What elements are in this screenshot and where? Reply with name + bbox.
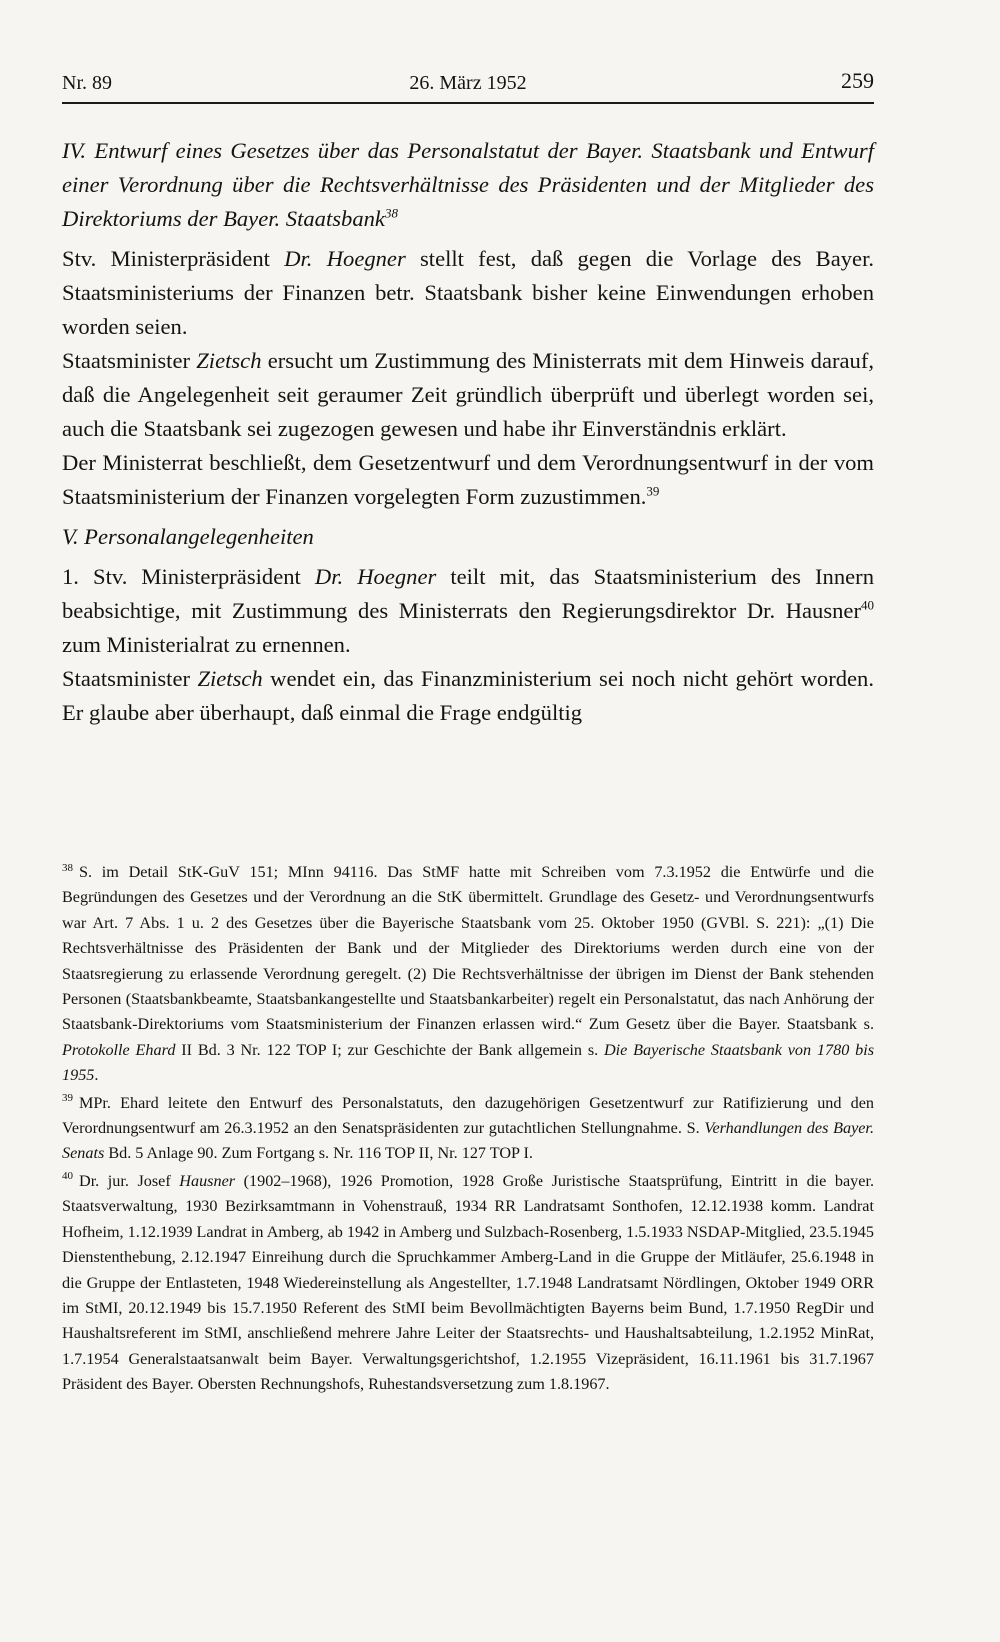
- main-text: [62, 134, 874, 730]
- footnote-ref-39: 39: [646, 483, 660, 499]
- footnote-40: $^{40}$ Dr. jur. Josef Hausner (1902–1968), 1926 Promotion, 1928 Große Juristische Staatsprüfung, Eintritt in die bayer. Staatsverwaltung, 1930 Bezirksamtmann in Vohenstrauß, 1934 RR Landratsamt Sonthofen, 12.12.1938 komm. Landrat Hofheim, 1.12.1939 Landrat in Amberg, ab 1942 in Amberg und Sulzbach-Rosenberg, 1.5.1933 NSDAP-Mitglied, 23.5.1945 Dienstenthebung, 2.12.1947 Einreihung durch die Spruchkammer Amberg-Land in die Gruppe der Mitläufer, 25.6.1948 in die Gruppe der Entlasteten, 1948 Wiedereinstellung als Angestellter, 1.7.1948 Landratsamt Nördlingen, Oktober 1949 ORR im StMI, 20.12.1949 bis 15.7.1950 Referent des StMI beim Bevollmächtigten Bayerns beim Bund, 1.7.1950 RegDir und Haushaltsreferent im StMI, anschließend mehrere Jahre Leiter der Staatsrechts- und Haushaltsabteilung, 1.2.1952 MinRat, 1.7.1954 Generalstaatsanwalt beim Bayer. Verwaltungsgerichtshof, 1.2.1955 Vizepräsident, 16.11.1961 bis 31.7.1967 Präsident des Bayer. Obersten Rechnungshofs, Ruhestandsversetzung zum 1.8.1967.: [62, 1170, 875, 1394]
- footnote-ref-38: 38: [384, 205, 398, 221]
- section-iv-paragraph-2: Staatsminister Zietsch ersucht um Zustimmung des Ministerrats mit dem Hinweis darauf, daß die Angelegenheit seit geraumer Zeit gründlich überprüft und überlegt worden sei, auch die Staatsbank sei zugezogen gewesen und habe ihr Einverständnis erklärt.: [62, 348, 874, 441]
- document-number: Nr. 89: [62, 72, 112, 94]
- section-iv-paragraph-1: Stv. Ministerpräsident Dr. Hoegner stellt fest, daß gegen die Vorlage des Bayer. Staatsministeriums der Finanzen betr. Staatsbank bisher keine Einwendungen erhoben worden seien.: [62, 246, 874, 339]
- footnote-39: $^{39}$ MPr. Ehard leitete den Entwurf des Personalstatuts, den dazugehörigen Gesetzentwurf zur Ratifizierung und den Verordnungsentwurf am 26.3.1952 an den Senatspräsidenten zur gutachtlichen Stellungnahme. S. Verhandlungen des Bayer. Senats Bd. 5 Anlage 90. Zum Fortgang s. Nr. 116 TOP II, Nr. 127 TOP I.: [62, 1092, 874, 1163]
- running-header: [62, 68, 874, 104]
- section-v-paragraph-2: Staatsminister Zietsch wendet ein, das Finanzministerium sei noch nicht gehört worden. Er glaube aber überhaupt, daß einmal die Frage endgültig: [62, 666, 874, 725]
- speaker-name: Dr. Hoegner: [284, 246, 406, 271]
- speaker-name: Zietsch: [196, 348, 262, 373]
- footnotes: [62, 860, 874, 1400]
- footnote-38: $^{38}$ S. im Detail StK-GuV 151; MInn 94116. Das StMF hatte mit Schreiben vom 7.3.1952 die Entwürfe und die Begründungen des Gesetzes und der Verordnung an die StK übermittelt. Grundlage des Gesetz- und Verordnungsentwurfs war Art. 7 Abs. 1 u. 2 des Gesetzes über die Bayerische Staatsbank vom 25. Oktober 1950 (GVBl. S. 221): „(1) Die Rechtsverhältnisse des Präsidenten der Bank und der Mitglieder des Direktoriums werden durch eine von der Staatsregierung zu erlassende Verordnung geregelt. (2) Die Rechtsverhältnisse der übrigen im Dienst der Bank stehenden Personen (Staatsbankbeamte, Staatsbankangestellte und Staatsbankarbeiter) regelt ein Personalstatut, das nach Anhörung der Staatsbank-Direktoriums vom Staatsministerium der Finanzen erlassen wird.“ Zum Gesetz über die Bayer. Staatsbank s. Protokolle Ehard II Bd. 3 Nr. 122 TOP I; zur Geschichte der Bank allgemein s. Die Bayerische Staatsbank von 1780 bis 1955.: [62, 861, 875, 1085]
- section-iv-heading: IV. Entwurf eines Gesetzes über das Personalstatut der Bayer. Staatsbank und Entwurf einer Verordnung über die Rechtsverhältnisse des Präsidenten und der Mitglieder des Direktoriums der Bayer. Staatsbank$^{38}$: [62, 138, 874, 231]
- speaker-name: Dr. Hoegner: [314, 564, 437, 589]
- speaker-name: Zietsch: [197, 666, 263, 691]
- page-number: 259: [841, 68, 874, 93]
- section-v-heading: V. Personalangelegenheiten: [62, 524, 314, 549]
- document-date: 26. März 1952: [409, 72, 527, 94]
- section-v-paragraph-1: 1. Stv. Ministerpräsident Dr. Hoegner teilt mit, das Staatsministerium des Innern beabsichtige, mit Zustimmung des Ministerrats den Regierungsdirektor Dr. Hausner$^{40}$ zum Ministerialrat zu ernennen.: [62, 564, 874, 657]
- footnote-ref-40: 40: [861, 597, 874, 613]
- section-iv-paragraph-3: Der Ministerrat beschließt, dem Gesetzentwurf und dem Verordnungsentwurf in der vom Staatsministerium der Finanzen vorgelegten Form zuzustimmen.$^{39}$: [62, 450, 874, 509]
